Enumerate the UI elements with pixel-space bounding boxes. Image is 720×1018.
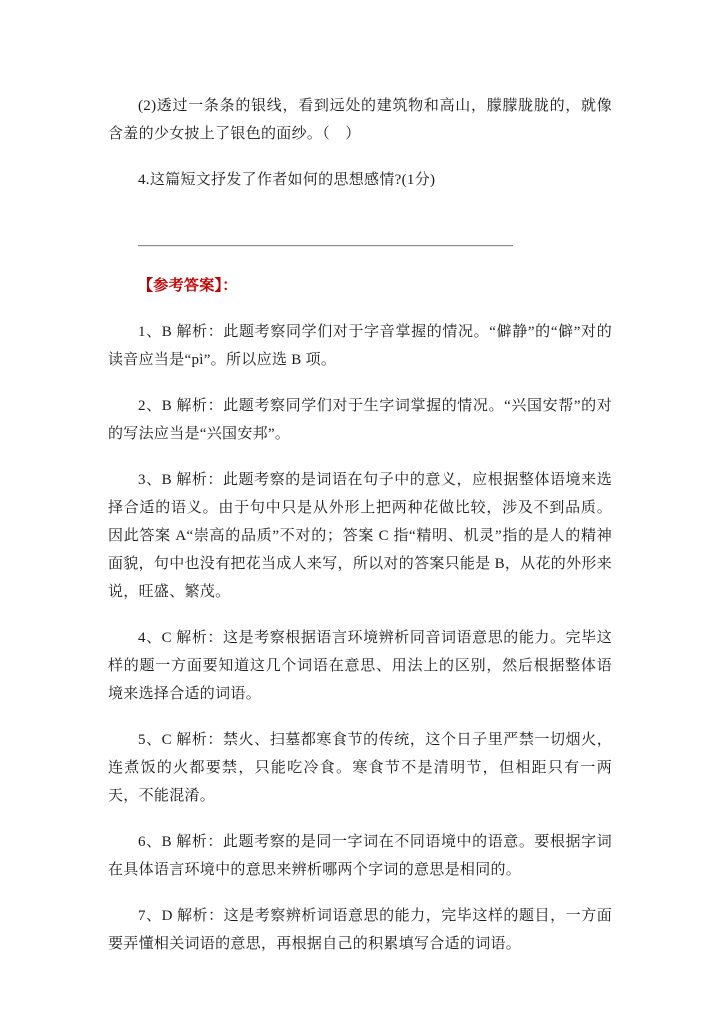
answer-blank-line: ＿＿＿＿＿＿＿＿＿＿＿＿＿＿＿＿＿＿＿＿＿＿＿＿＿ [138, 232, 514, 248]
question-4-text: 4.这篇短文抒发了作者如何的思想感情?(1分) [138, 172, 436, 188]
answer-item-2: 2、B 解析：此题考察同学们对于生字词掌握的情况。“兴国安帮”的对的写法应当是“兴国安邦”。 [108, 398, 612, 442]
answer-item-5: 5、C 解析：禁火、扫墓都寒食节的传统，这个日子里严禁一切烟火，连煮饭的火都要禁，只能吃冷食。寒食节不是清明节，但相距只有一两天，不能混淆。 [108, 732, 612, 804]
answer-item-1: 1、B 解析：此题考察同学们对于字音掌握的情况。“僻静”的“僻”对的读音应当是“pì”。所以应选 B 项。 [108, 324, 612, 368]
answer-item-7: 7、D 解析：这是考察辨析词语意思的能力，完毕这样的题目，一方面要弄懂相关词语的意思，再根据自己的积累填写合适的词语。 [108, 908, 612, 952]
answer-item-3: 3、B 解析：此题考察的是词语在句子中的意义，应根据整体语境来选择合适的语义。由于句中只是从外形上把两种花做比较，涉及不到品质。因此答案 A“崇高的品质”不对的；答案 C 指“精明、机灵”指的是人的精神面貌，句中也没有把花当成人来写，所以对的答案只能是 B，从花的外形来说，旺盛、繁茂。 [108, 472, 612, 600]
paragraph-spacer [108, 212, 612, 226]
answer-item-6: 6、B 解析：此题考察的是同一字词在不同语境中的语意。要根据字词在具体语言环境中的意思来辨析哪两个字词的意思是相同的。 [108, 834, 612, 878]
answers-header: 【参考答案】： [138, 278, 238, 294]
answer-item-4: 4、C 解析：这是考察根据语言环境辨析同音词语意思的能力。完毕这样的题一方面要知道这几个词语在意思、用法上的区别，然后根据整体语境来选择合适的词语。 [108, 630, 612, 702]
question-2-text: (2)透过一条条的银线，看到远处的建筑物和高山，朦朦胧胧的，就像含羞的少女披上了银色的面纱。（ ） [108, 98, 612, 142]
